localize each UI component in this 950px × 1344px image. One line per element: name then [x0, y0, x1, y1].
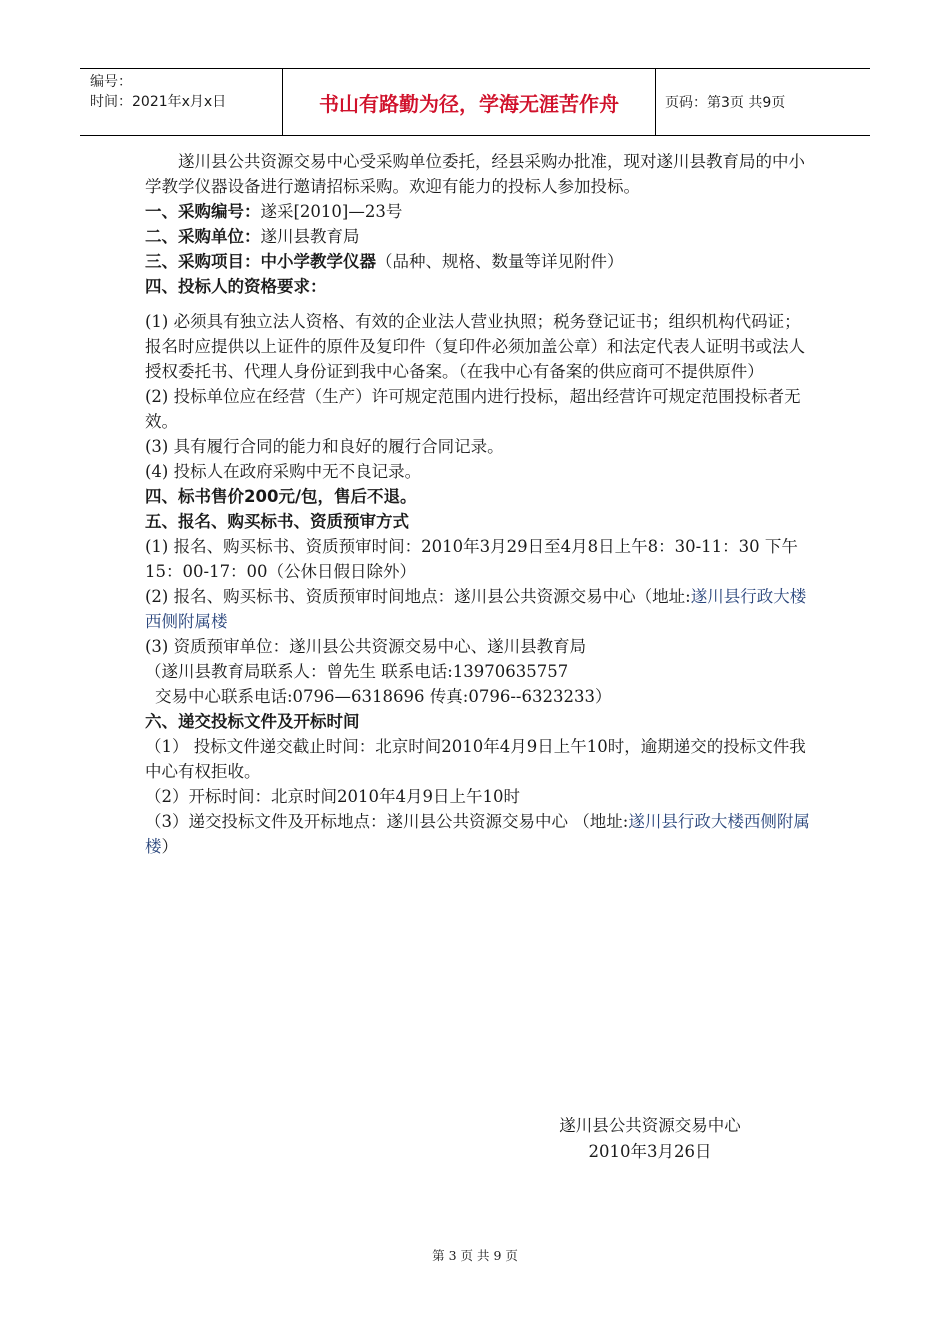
submission-deadline: （1） 投标文件递交截止时间：北京时间2010年4月9日上午10时，逾期递交的投标文件我中心有权拒收。 [145, 737, 806, 781]
section-4-heading: 四、投标人的资格要求： [145, 277, 327, 296]
intro-paragraph: 遂川县公共资源交易中心受采购单位委托，经县采购办批准，现对遂川县教育局的中小学教学仪器设备进行邀请招标采购。欢迎有能力的投标人参加投标。 [145, 152, 805, 196]
section-1 [145, 199, 810, 224]
section-3-value: （品种、规格、数量等详见附件） [376, 252, 624, 271]
section-2-value: 遂川县教育局 [260, 227, 360, 246]
signature-block [500, 1113, 800, 1165]
section-1-value: 遂采[2010]—23号 [260, 202, 403, 221]
prequalification-units: (3) 资质预审单位：遂川县公共资源交易中心、遂川县教育局 [145, 637, 587, 656]
contact-line-1: （遂川县教育局联系人：曾先生 联系电话:13970635757 [145, 662, 569, 681]
contact-line-2: 交易中心联系电话:0796—6318696 传真:0796--6323233） [155, 687, 612, 706]
page-header [80, 68, 870, 136]
signature-org: 遂川县公共资源交易中心 [559, 1116, 741, 1135]
section-2 [145, 224, 810, 249]
section-1-label: 一、采购编号： [145, 202, 261, 221]
section-5-heading: 五、报名、购买标书、资质预审方式 [145, 512, 409, 531]
submission-place [145, 809, 810, 859]
submission-place-text: （3）递交投标文件及开标地点：遂川县公共资源交易中心 （地址: [145, 812, 629, 831]
header-left-cell [80, 69, 282, 135]
qualification-4: (4) 投标人在政府采购中无不良记录。 [145, 462, 422, 481]
registration-time: (1) 报名、购买标书、资质预审时间：2010年3月29日至4月8日上午8：30-11：30 下午15：00-17：00（公休日假日除外） [145, 537, 798, 581]
page-label: 页码：第3页 共9页 [665, 95, 786, 111]
time-label: 时间：2021年x月x日 [90, 94, 227, 110]
price-heading: 四、标书售价200元/包，售后不退。 [145, 487, 417, 506]
registration-place [145, 584, 810, 634]
signature-date: 2010年3月26日 [588, 1142, 712, 1161]
submission-place-end: ） [161, 837, 178, 856]
opening-time: （2）开标时间：北京时间2010年4月9日上午10时 [145, 787, 520, 806]
submission-address-link[interactable]: 遂川县行政大楼西侧附属楼 [145, 812, 810, 856]
spacer [145, 299, 810, 309]
address-link[interactable]: 遂川县行政大楼西侧附属楼 [145, 587, 807, 631]
qualification-3: (3) 具有履行合同的能力和良好的履行合同记录。 [145, 437, 504, 456]
section-3 [145, 249, 810, 274]
document-body [145, 149, 810, 859]
motto: 书山有路勤为径，学海无涯苦作舟 [282, 69, 656, 135]
registration-place-text: (2) 报名、购买标书、资质预审时间地点：遂川县公共资源交易中心（地址: [145, 587, 691, 606]
section-3-label: 三、采购项目：中小学教学仪器 [145, 252, 376, 271]
section-6-heading: 六、递交投标文件及开标时间 [145, 712, 360, 731]
qualification-2: (2) 投标单位应在经营（生产）许可规定范围内进行投标，超出经营许可规定范围投标者无效。 [145, 387, 801, 431]
number-label: 编号： [90, 74, 132, 90]
section-2-label: 二、采购单位： [145, 227, 261, 246]
qualification-1: (1) 必须具有独立法人资格、有效的企业法人营业执照；税务登记证书；组织机构代码证；报名时应提供以上证件的原件及复印件（复印件必须加盖公章）和法定代表人证明书或法人授权委托书、代理人身份证到我中心备案。（在我中心有备案的供应商可不提供原件） [145, 312, 805, 381]
page-footer: 第 3 页 共 9 页 [432, 1248, 518, 1263]
